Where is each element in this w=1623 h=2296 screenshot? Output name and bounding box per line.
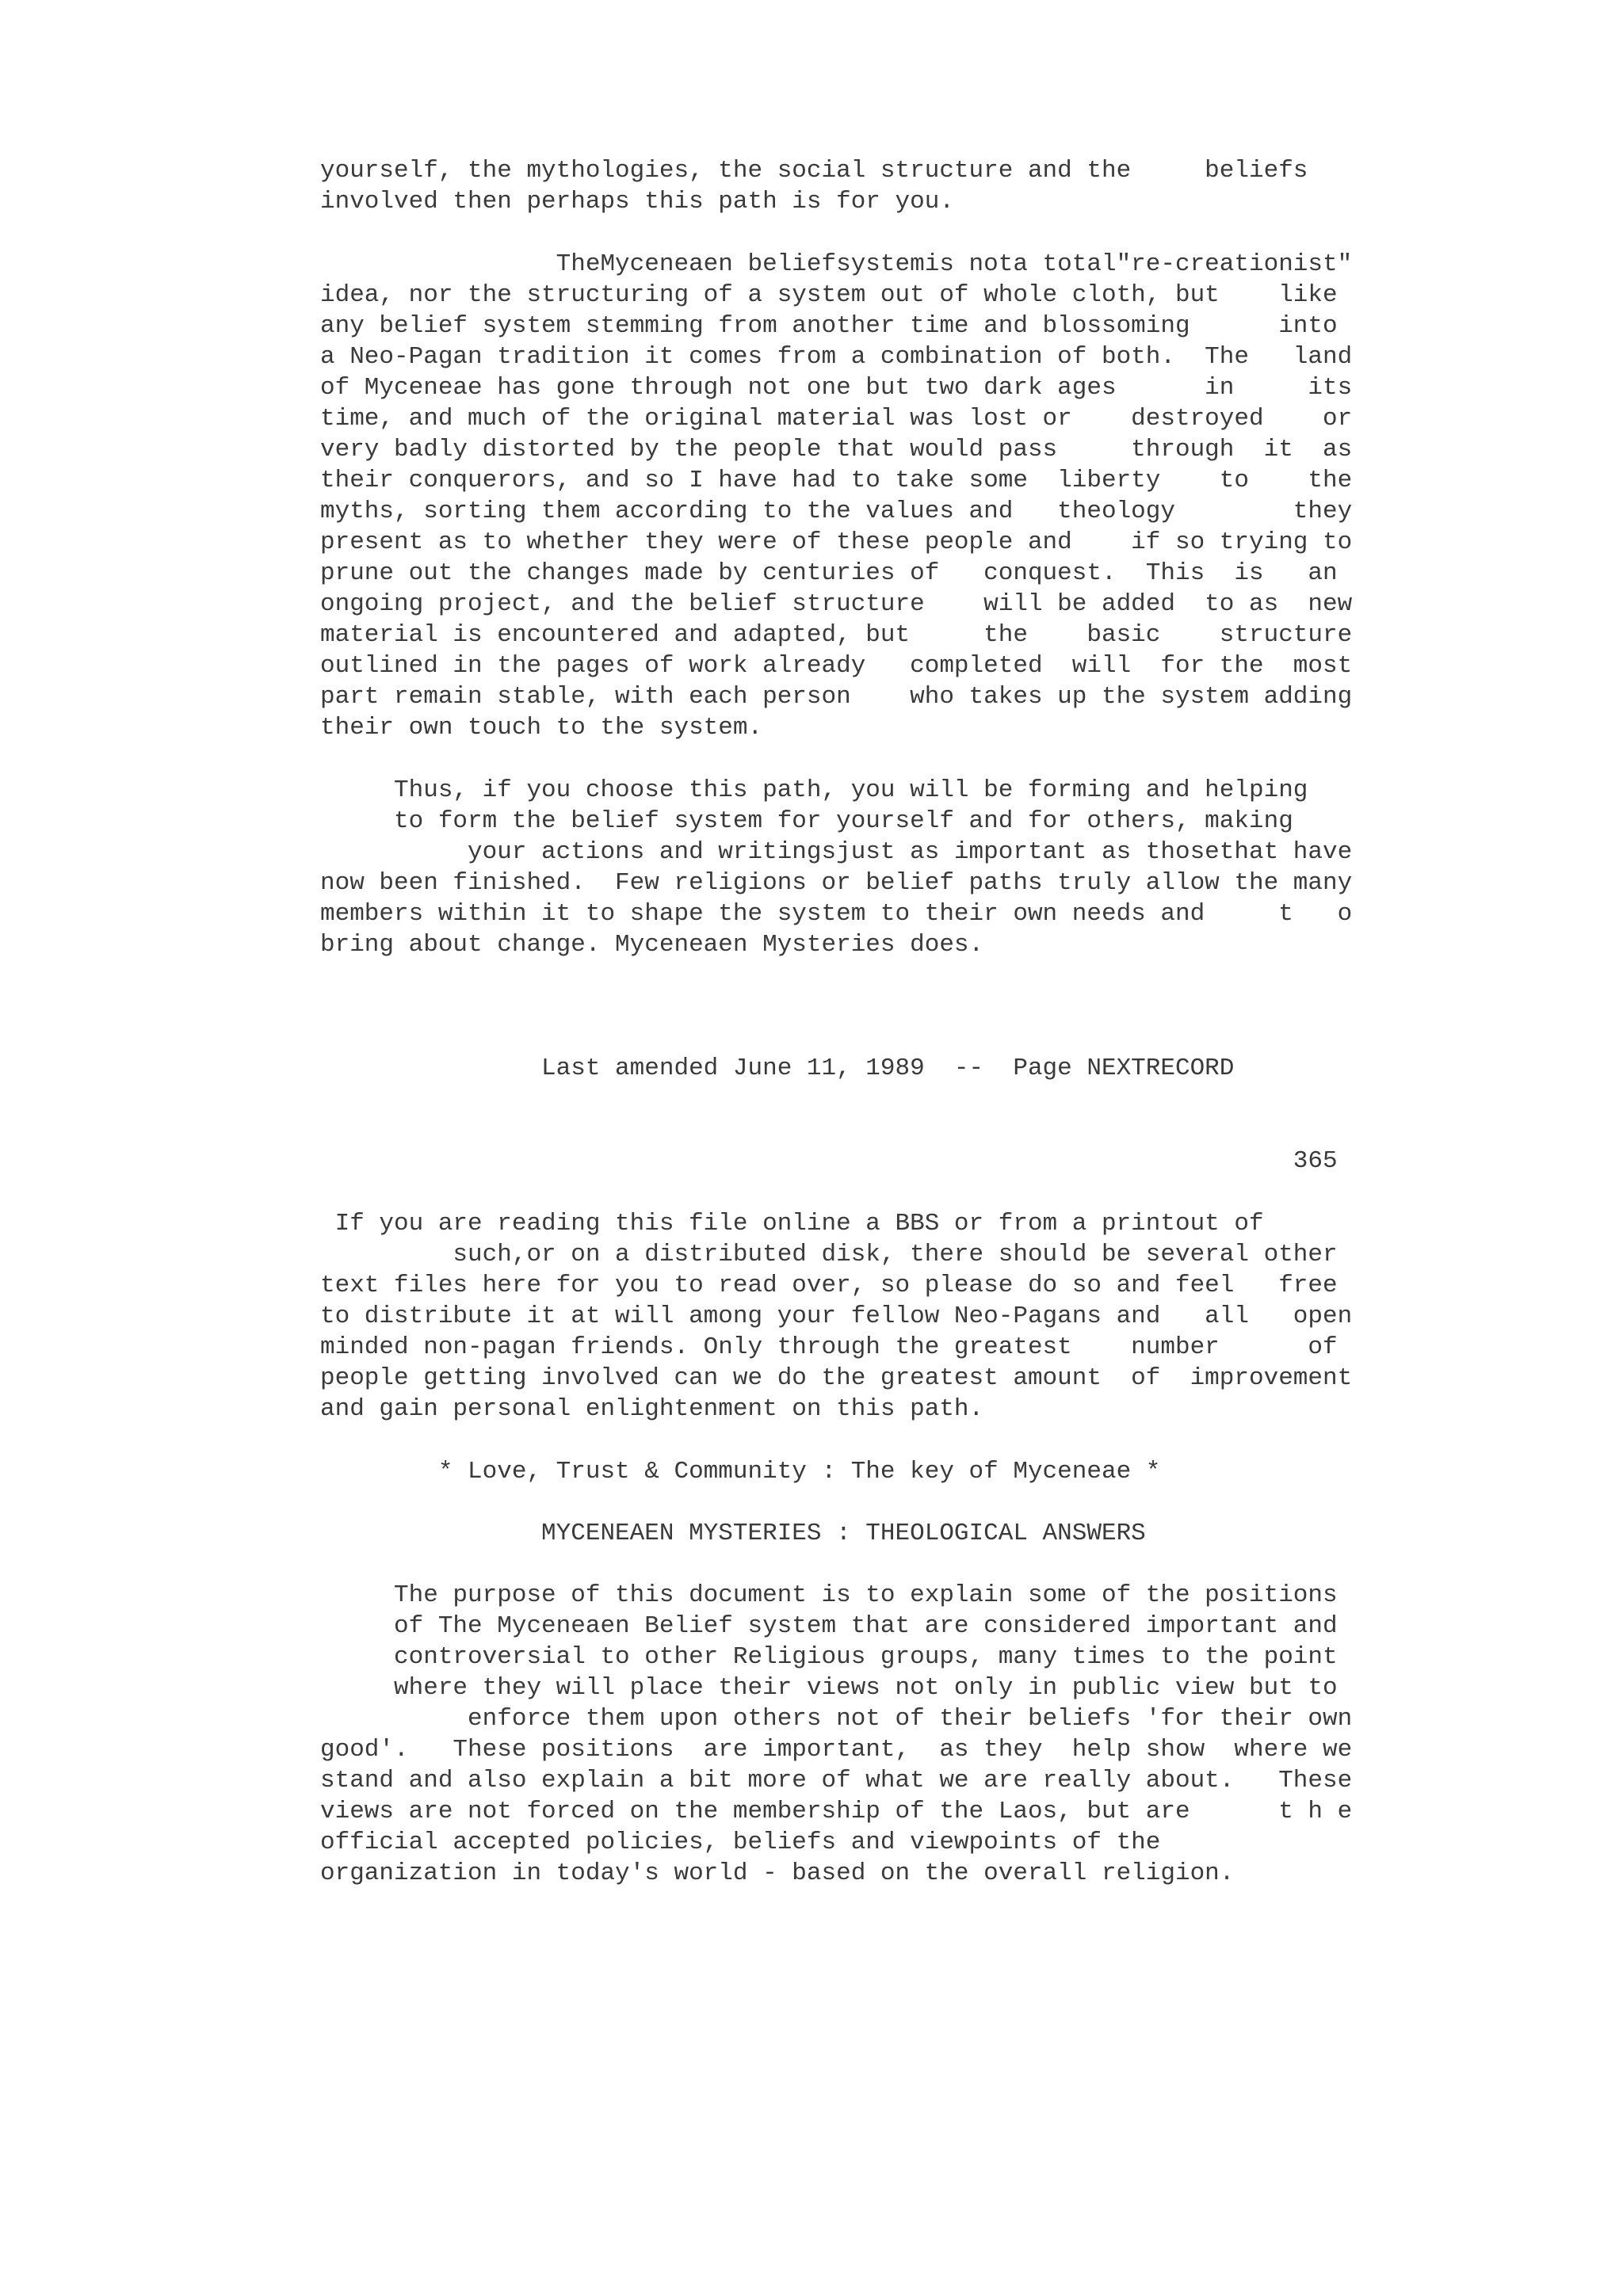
text-line: controversial to other Religious groups, many times to the point [320,1643,1338,1671]
text-line: material is encountered and adapted, but the basic structure [320,621,1353,649]
page-number: 365 [320,1147,1338,1175]
text-line: prune out the changes made by centuries of conquest. This is an [320,559,1338,587]
text-line: people getting involved can we do the greatest amount of improvement [320,1364,1353,1392]
motto-line: * Love, Trust & Community : The key of Myceneae * [320,1458,1161,1486]
text-line: idea, nor the structuring of a system out of whole cloth, but like [320,281,1338,309]
text-line: good'. These positions are important, as they help show where we [320,1736,1353,1764]
text-line: where they will place their views not only in public view but to [320,1674,1338,1702]
text-line: TheMyceneaen beliefsystemis nota total"re-creationist" [320,250,1353,278]
text-line: myths, sorting them according to the values and theology they [320,498,1353,525]
text-line: official accepted policies, beliefs and viewpoints of the [320,1829,1161,1856]
text-line: minded non-pagan friends. Only through the greatest number of [320,1333,1338,1361]
text-line: of The Myceneaen Belief system that are considered important and [320,1612,1338,1640]
text-line: your actions and writingsjust as important as thosethat have [320,838,1353,866]
text-line: time, and much of the original material was lost or destroyed or [320,405,1353,433]
text-line: very badly distorted by the people that would pass through it as [320,436,1353,463]
text-line: such,or on a distributed disk, there should be several other [320,1241,1338,1268]
text-line: enforce them upon others not of their beliefs 'for their own [320,1705,1353,1733]
text-line: present as to whether they were of these people and if so trying to [320,528,1353,556]
page-footer-amended: Last amended June 11, 1989 -- Page NEXTRECORD [320,1055,1235,1082]
text-line: and gain personal enlightenment on this path. [320,1395,984,1423]
text-line: a Neo-Pagan tradition it comes from a combination of both. The land [320,343,1353,371]
text-line: involved then perhaps this path is for you. [320,188,954,215]
text-line: Thus, if you choose this path, you will be forming and helping [320,776,1308,804]
text-line: now been finished. Few religions or belief paths truly allow the many [320,869,1353,897]
text-line: any belief system stemming from another time and blossoming into [320,312,1338,340]
text-line: bring about change. Myceneaen Mysteries does. [320,931,984,959]
text-line: stand and also explain a bit more of what we are really about. These [320,1767,1353,1794]
text-line: views are not forced on the membership of the Laos, but are t h e [320,1798,1353,1825]
text-line: part remain stable, with each person who takes up the system adding [320,683,1353,711]
text-line: outlined in the pages of work already completed will for the most [320,652,1353,680]
text-line: organization in today's world - based on the overall religion. [320,1859,1235,1887]
text-line: text files here for you to read over, so please do so and feel free [320,1272,1338,1299]
text-line: yourself, the mythologies, the social structure and the beliefs [320,157,1308,185]
text-line: The purpose of this document is to explain some of the positions [320,1581,1338,1609]
text-line: members within it to shape the system to their own needs and t o [320,900,1353,928]
text-line: of Myceneae has gone through not one but two dark ages in its [320,374,1353,402]
text-line: If you are reading this file online a BBS or from a printout of [320,1210,1264,1238]
text-line: ongoing project, and the belief structure will be added to as new [320,590,1353,618]
text-line: their own touch to the system. [320,714,763,742]
section-heading: MYCENEAEN MYSTERIES : THEOLOGICAL ANSWERS [320,1520,1146,1547]
text-line: to distribute it at will among your fellow Neo-Pagans and all open [320,1302,1353,1330]
text-line: their conquerors, and so I have had to take some liberty to the [320,467,1353,494]
text-line: to form the belief system for yourself and for others, making [320,807,1293,835]
